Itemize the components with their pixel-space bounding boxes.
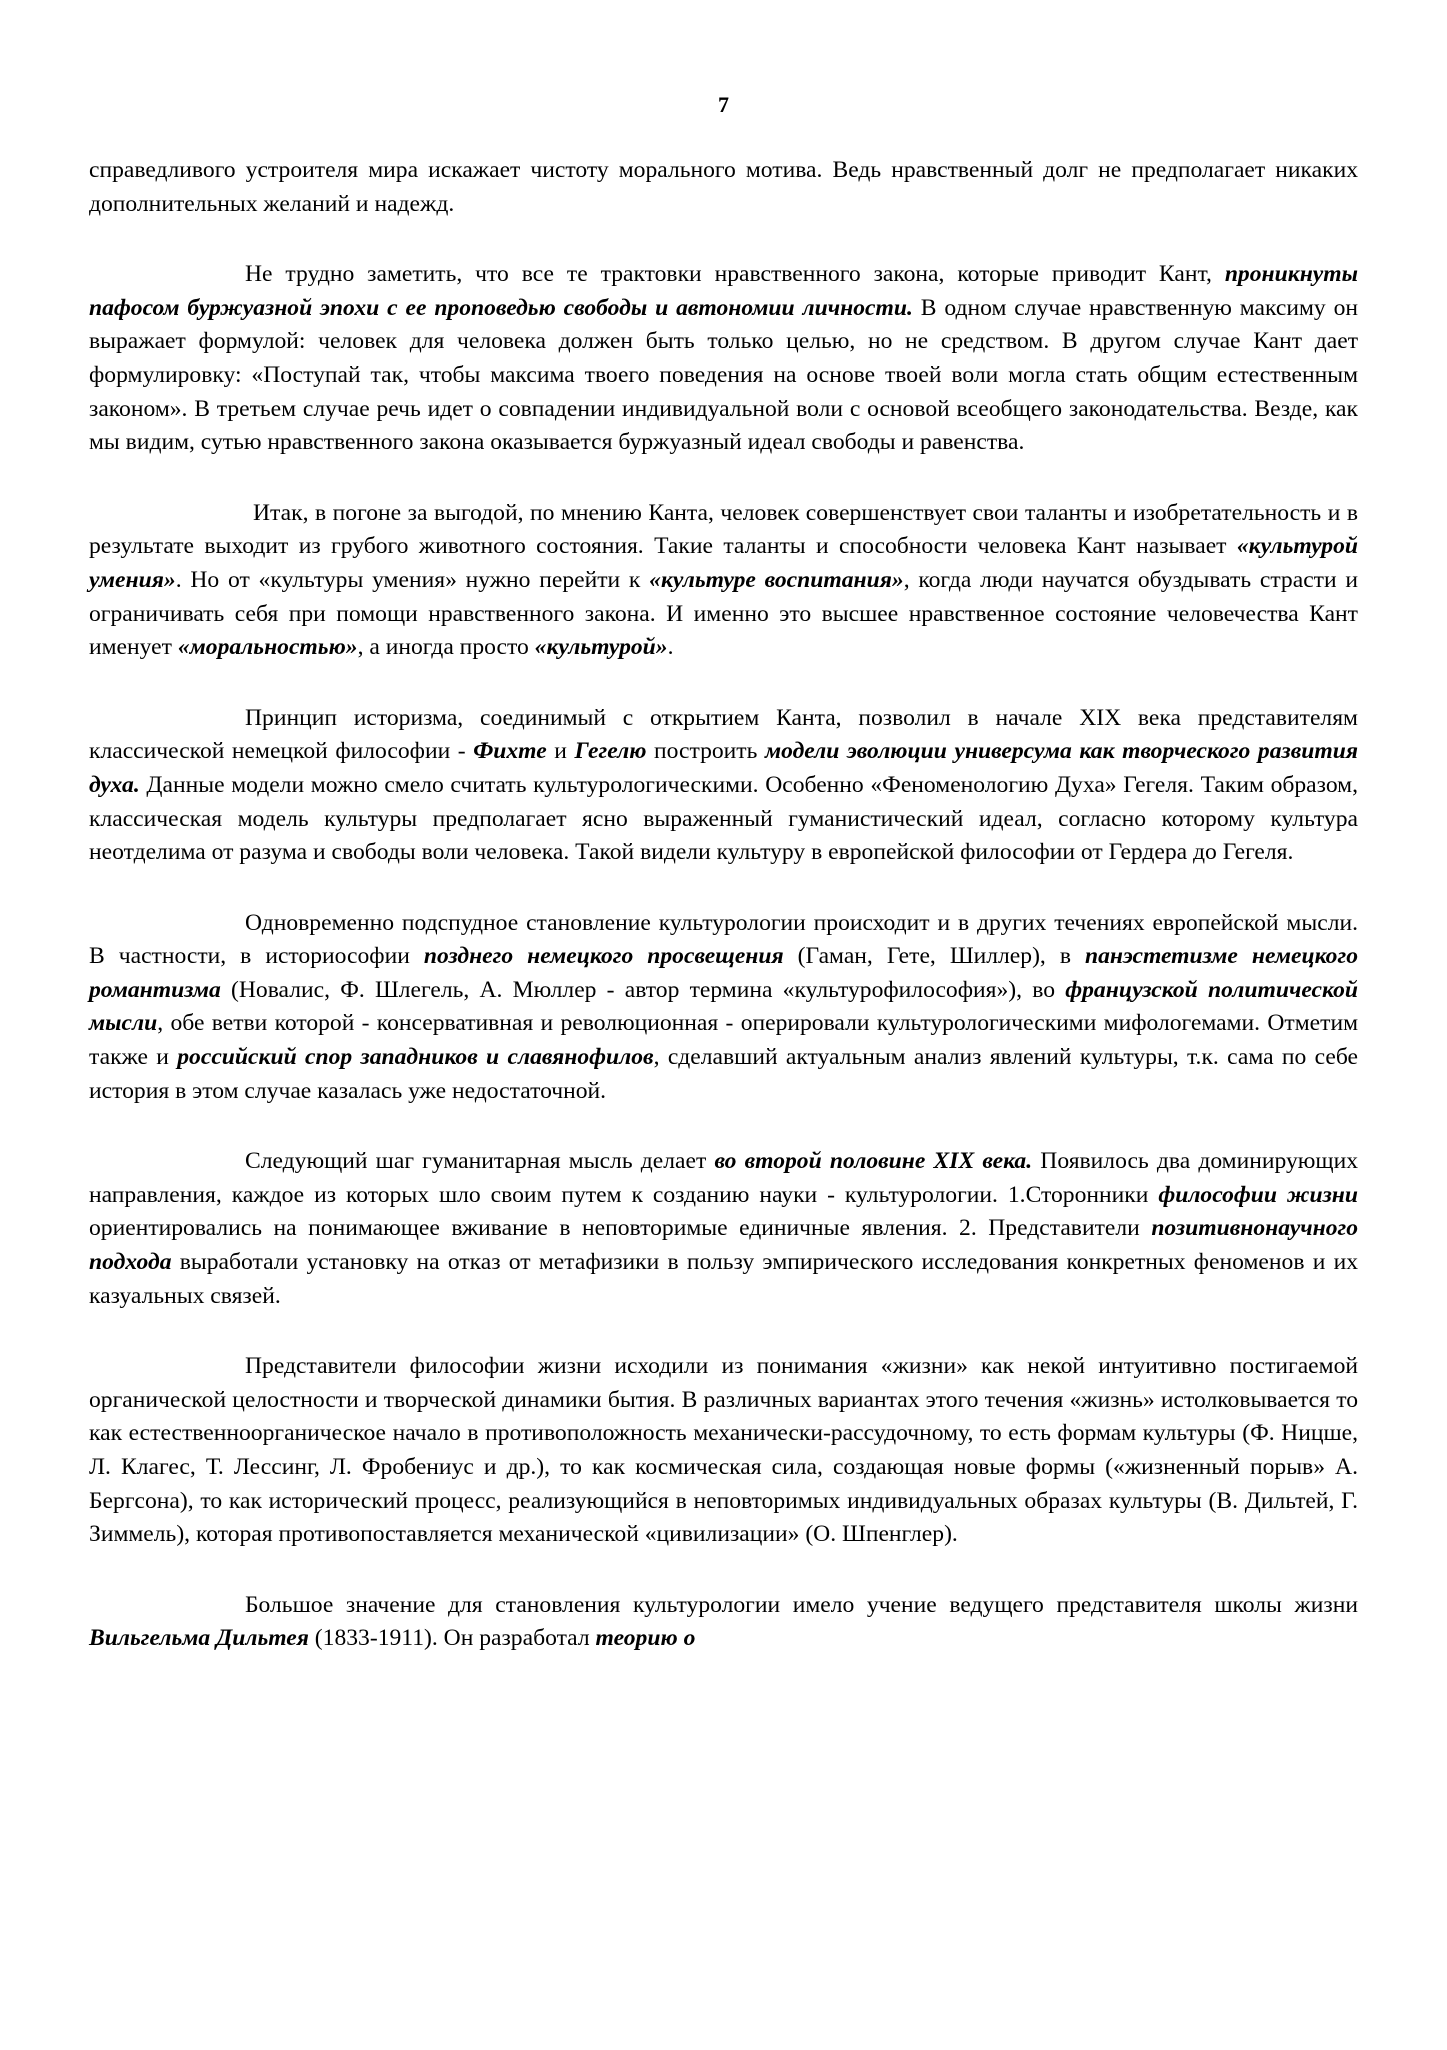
emphasized-text: российский спор западников и славянофилов (177, 1044, 654, 1071)
emphasized-text: позднего немецкого просвещения (423, 943, 784, 970)
emphasized-text: позитивнонаучного подхода (89, 1215, 1358, 1276)
text-run: и (546, 738, 575, 765)
emphasized-text: Гегелю (574, 738, 647, 765)
emphasized-text: французской политической мысли (89, 976, 1358, 1037)
emphasized-text: Фихте (473, 738, 547, 765)
emphasized-text: панэстетизме немецкого романтизма (89, 943, 1358, 1003)
text-run: Одновременно подспудное становление культурологии происходит и в других течениях европейской мысли. В частности, в историософии (89, 909, 1358, 970)
text-run: (1833-1911). Он разработал (308, 1625, 596, 1652)
paragraph (89, 1350, 1358, 1552)
text-run: построить (646, 738, 765, 765)
text-run: (Новалис, Ф. Шлегель, А. Мюллер - автор термина «культурофилософия»), во (220, 976, 1066, 1003)
emphasized-text: «культурой» (534, 634, 668, 661)
text-run: выработали установку на отказ от метафизики в пользу эмпирического исследования конкретных феноменов и их казуальных связей. (89, 1249, 1358, 1309)
text-run: , обе ветви которой - консервативная и революционная - оперировали культурологическими мифологемами. Отметим также и (89, 1010, 1358, 1071)
text-run: . Но от «культуры умения» нужно перейти к (175, 566, 650, 593)
text-run: В одном случае нравственную максиму он выражает формулой: человек для человека должен быть только целью, но не средством. В другом случае Кант дает формулировку: «Поступай так, чтобы максима твоего поведения на основе твоей воли могла стать общим естественным законом». В третьем случае речь идет о совпадении индивидуальной воли с основой всеобщего законодательства. Везде, как мы видим, сутью нравственного закона оказывается буржуазный идеал свободы и равенства. (89, 294, 1359, 456)
emphasized-text: проникнуты пафосом буржуазной эпохи с ее проповедью свободы и автономии личности. (89, 261, 1358, 321)
text-run: Итак, в погоне за выгодой, по мнению Канта, человек совершенствует свои таланты и изобретательность и в результате выходит из грубого животного состояния. Такие таланты и способности человека Кант называет (89, 499, 1358, 560)
text-run: Большое значение для становления культурологии имело учение ведущего представителя школы жизни (245, 1591, 1358, 1618)
paragraph (89, 497, 1358, 665)
text-run: , когда люди научатся обуздывать страсти и ограничивать себя при помощи нравственного закона. И именно это высшее нравственное состояние человечества Кант именует (89, 566, 1358, 661)
text-run: справедливого устроителя мира искажает чистоту морального мотива. Ведь нравственный долг не предполагает никаких дополнительных желаний и надежд. (89, 157, 1358, 217)
text-run: , сделавший актуальным анализ явлений культуры, т.к. сама по себе история в этом случае казалась уже недостаточной. (89, 1044, 1359, 1104)
text-run: Не трудно заметить, что все те трактовки нравственного закона, которые приводит Кант, (245, 261, 1225, 288)
text-run: Принцип историзма, соединимый с открытием Канта, позволил в начале XIX века представителям классической немецкой философии - (89, 704, 1358, 765)
text-run: Появилось два доминирующих направления, каждое из которых шло своим путем к созданию науки - культурологии. 1.Сторонники (89, 1148, 1358, 1208)
text-run: , а иногда просто (357, 634, 535, 661)
paragraph (89, 1589, 1358, 1656)
paragraph (89, 154, 1358, 221)
paragraph (89, 258, 1358, 460)
text-run: Данные модели можно смело считать культурологическими. Особенно «Феноменологию Духа» Гегеля. Таким образом, классическая модель культуры предполагает ясно выраженный гуманистический идеал, согласно которому культура неотделима от разума и свободы воли человека. Такой видели культуру в европейской философии от Гердера до Гегеля. (89, 771, 1358, 866)
text-run: ориентировались на понимающее вживание в неповторимые единичные явления. 2. Представители (89, 1215, 1152, 1242)
text-run: . (667, 634, 674, 661)
paragraph (89, 907, 1358, 1109)
page-number: 7 (718, 92, 729, 117)
emphasized-text: Вильгельма Дильтея (89, 1625, 309, 1652)
emphasized-text: во второй половине XIX века. (714, 1148, 1033, 1175)
paragraph (89, 1145, 1358, 1313)
emphasized-text: «культуре воспитания» (649, 566, 904, 593)
text-run: Следующий шаг гуманитарная мысль делает (245, 1148, 715, 1175)
emphasized-text: теорию о (595, 1625, 696, 1652)
text-run: Представители философии жизни исходили из понимания «жизни» как некой интуитивно постигаемой органической целостности и творческой динамики бытия. В различных вариантах этого течения «жизнь» истолковывается то как естественноорганическое начало в противоположность механически-рассудочному, то есть формам культуры (Ф. Ницше, Л. Клагес, Т. Лессинг, Л. Фробениус и др.), то как космическая сила, создающая новые формы («жизненный порыв» А. Бергсона), то как исторический процесс, реализующийся в неповторимых индивидуальных образах культуры (В. Дильтей, Г. Зиммель), которая противопоставляется механической «цивилизации» (О. Шпенглер). (89, 1353, 1358, 1548)
emphasized-text: «культурой умения» (89, 533, 1358, 593)
paragraph (89, 702, 1358, 870)
emphasized-text: философии жизни (1158, 1181, 1359, 1208)
page-body (89, 154, 1358, 1656)
emphasized-text: «моральностью» (177, 634, 358, 661)
text-run: (Гаман, Гете, Шиллер), в (783, 943, 1085, 970)
emphasized-text: модели эволюции универсума как творческого развития духа. (89, 738, 1359, 798)
